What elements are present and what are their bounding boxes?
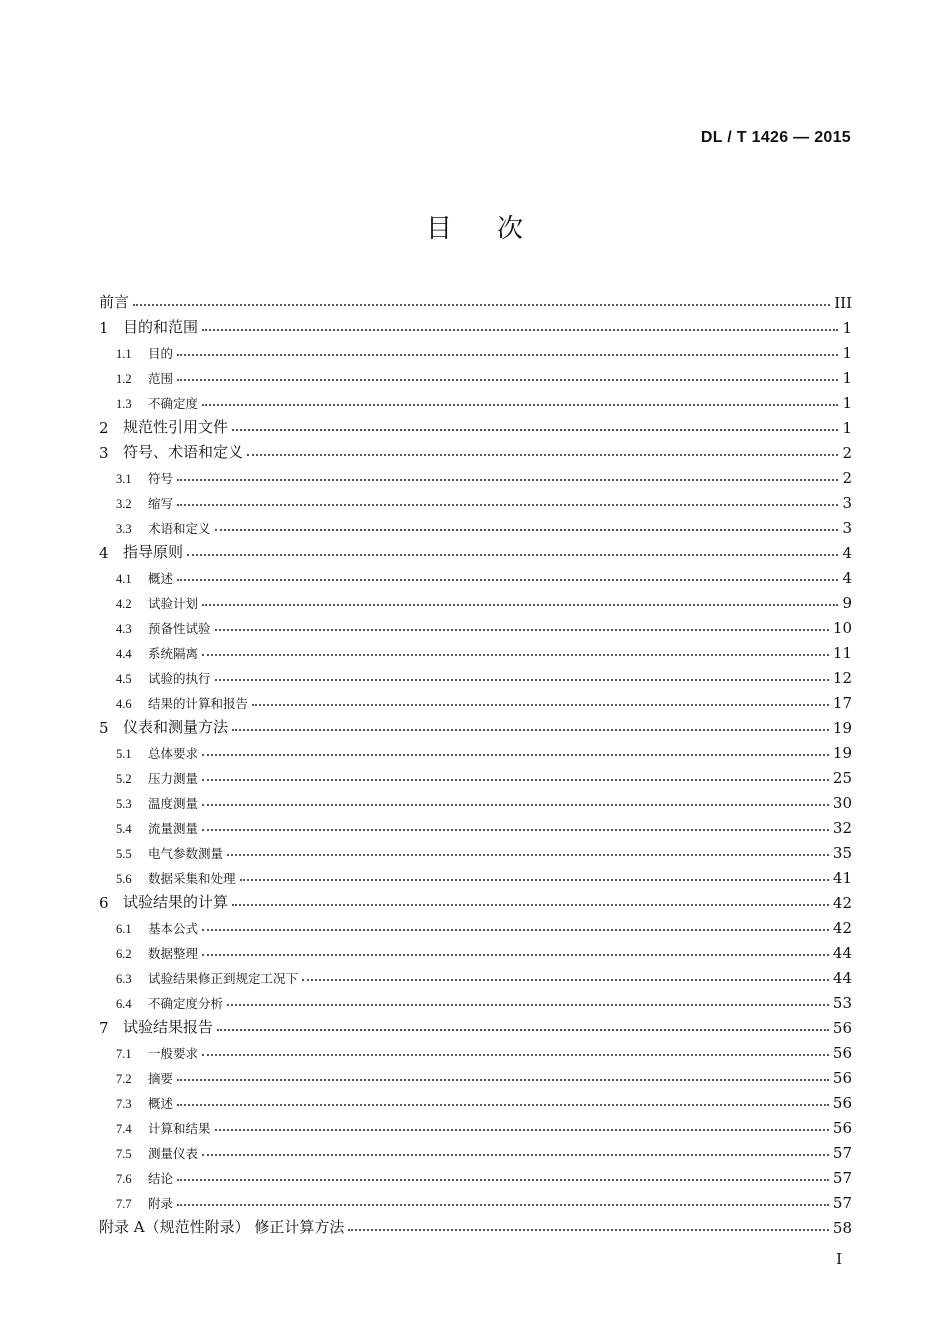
toc-entry-number: 6.2 bbox=[116, 947, 132, 961]
toc-subentry[interactable] bbox=[99, 862, 852, 887]
toc-entry-page: 53 bbox=[832, 994, 852, 1012]
page-number: I bbox=[836, 1250, 842, 1268]
toc-entry-page: 41 bbox=[832, 869, 852, 887]
dot-leader bbox=[202, 329, 838, 331]
toc-entry-page: 12 bbox=[832, 669, 852, 687]
toc-entry-title: 电气参数测量 bbox=[148, 846, 224, 861]
toc-entry-page: 44 bbox=[832, 969, 852, 987]
toc-entry-page: 3 bbox=[842, 494, 852, 512]
toc-entry[interactable] bbox=[99, 287, 852, 312]
toc-entry-page: 1 bbox=[842, 369, 852, 387]
toc-entry-title: 目的和范围 bbox=[123, 318, 199, 336]
toc-subentry[interactable] bbox=[99, 612, 852, 637]
toc-subentry[interactable] bbox=[99, 1087, 852, 1112]
toc-entry-title: 流量测量 bbox=[148, 821, 199, 836]
dot-leader bbox=[227, 1004, 829, 1006]
toc-subentry[interactable] bbox=[99, 1112, 852, 1137]
toc-subentry[interactable] bbox=[99, 1062, 852, 1087]
toc-appendix-entry[interactable] bbox=[99, 1212, 852, 1237]
toc-entry-title: 温度测量 bbox=[148, 796, 199, 811]
toc-entry-number: 1.3 bbox=[116, 397, 132, 411]
toc-entry-title: 预备性试验 bbox=[148, 621, 211, 636]
toc-entry-title: 基本公式 bbox=[148, 921, 199, 936]
toc-subentry[interactable] bbox=[99, 737, 852, 762]
toc-entry-number: 7.2 bbox=[116, 1072, 132, 1086]
dot-leader bbox=[177, 1079, 829, 1081]
toc-entry-number: 7.5 bbox=[116, 1147, 132, 1161]
dot-leader bbox=[215, 679, 829, 681]
toc-subentry[interactable] bbox=[99, 837, 852, 862]
dot-leader bbox=[177, 1204, 829, 1206]
dot-leader bbox=[187, 554, 838, 556]
toc-entry-title: 总体要求 bbox=[148, 746, 199, 761]
toc-entry-number: 1.1 bbox=[116, 347, 132, 361]
toc-entry-number: 7 bbox=[99, 1019, 109, 1037]
toc-entry-number: 3.2 bbox=[116, 497, 132, 511]
dot-leader bbox=[202, 779, 829, 781]
toc-entry-page: 56 bbox=[832, 1044, 852, 1062]
toc-entry-page: 58 bbox=[832, 1219, 852, 1237]
toc-subentry[interactable] bbox=[99, 387, 852, 412]
toc-subentry[interactable] bbox=[99, 362, 852, 387]
toc-entry-number: 7.1 bbox=[116, 1047, 132, 1061]
toc-entry-page: 25 bbox=[832, 769, 852, 787]
toc-entry-page: 1 bbox=[842, 419, 852, 437]
dot-leader bbox=[217, 1029, 829, 1031]
toc-entry-title: 系统隔离 bbox=[148, 646, 199, 661]
toc-entry-number: 6.3 bbox=[116, 972, 132, 986]
toc-entry-page: 56 bbox=[832, 1119, 852, 1137]
dot-leader bbox=[348, 1229, 829, 1231]
toc-entry-title: 计算和结果 bbox=[148, 1121, 211, 1136]
dot-leader bbox=[202, 604, 838, 606]
dot-leader bbox=[177, 1104, 829, 1106]
toc-entry[interactable] bbox=[99, 887, 852, 912]
toc-entry-title: 结果的计算和报告 bbox=[148, 696, 249, 711]
dot-leader bbox=[202, 404, 838, 406]
dot-leader bbox=[202, 1154, 829, 1156]
toc-entry-title: 仪表和测量方法 bbox=[123, 718, 229, 736]
dot-leader bbox=[177, 579, 838, 581]
toc-entry-page: 11 bbox=[832, 644, 852, 662]
toc-entry-page: 42 bbox=[832, 919, 852, 937]
toc-entry-page: 19 bbox=[832, 719, 852, 737]
toc-entry-page: 56 bbox=[832, 1094, 852, 1112]
toc-entry-page: 35 bbox=[832, 844, 852, 862]
toc-subentry[interactable] bbox=[99, 637, 852, 662]
toc-entry-title: 一般要求 bbox=[148, 1046, 199, 1061]
toc-subentry[interactable] bbox=[99, 937, 852, 962]
toc-entry-number: 4.2 bbox=[116, 597, 132, 611]
toc-entry[interactable] bbox=[99, 537, 852, 562]
toc-entry-number: 6.1 bbox=[116, 922, 132, 936]
dot-leader bbox=[232, 429, 838, 431]
dot-leader bbox=[202, 804, 829, 806]
toc-subentry[interactable] bbox=[99, 1037, 852, 1062]
toc-title-char-1: 目 bbox=[425, 214, 453, 244]
dot-leader bbox=[232, 729, 829, 731]
toc-entry-title: 前言 bbox=[99, 293, 130, 311]
toc-entry-number: 4.1 bbox=[116, 572, 132, 586]
toc-entry-number: 5.4 bbox=[116, 822, 132, 836]
toc-entry-title: 符号 bbox=[148, 471, 174, 486]
toc-entry-number: 4.3 bbox=[116, 622, 132, 636]
toc-entry-title: 试验计划 bbox=[148, 596, 199, 611]
toc-entry-number: 7.4 bbox=[116, 1122, 132, 1136]
dot-leader bbox=[202, 654, 829, 656]
dot-leader bbox=[177, 504, 838, 506]
dot-leader bbox=[202, 754, 829, 756]
toc-subentry[interactable] bbox=[99, 512, 852, 537]
toc-entry[interactable] bbox=[99, 437, 852, 462]
dot-leader bbox=[177, 479, 838, 481]
toc-entry-page: 10 bbox=[832, 619, 852, 637]
toc-entry-page: 3 bbox=[842, 519, 852, 537]
toc-entry-title: 范围 bbox=[148, 371, 174, 386]
toc-entry-title: 数据整理 bbox=[148, 946, 199, 961]
toc-entry-page: III bbox=[834, 294, 852, 312]
toc-entry-page: 4 bbox=[842, 544, 852, 562]
dot-leader bbox=[302, 979, 829, 981]
dot-leader bbox=[202, 829, 829, 831]
toc-entry-number: 6 bbox=[99, 894, 109, 912]
toc-entry-number: 7.6 bbox=[116, 1172, 132, 1186]
toc-subentry[interactable] bbox=[99, 812, 852, 837]
toc-entry-number: 5.1 bbox=[116, 747, 132, 761]
toc-entry-title: 试验结果修正到规定工况下 bbox=[148, 971, 299, 986]
toc-entry-page: 56 bbox=[832, 1069, 852, 1087]
toc-entry[interactable] bbox=[99, 412, 852, 437]
toc-entry-number: 7.3 bbox=[116, 1097, 132, 1111]
toc-list bbox=[99, 287, 852, 1237]
dot-leader bbox=[252, 704, 829, 706]
toc-entry-page: 57 bbox=[832, 1194, 852, 1212]
toc-entry-page: 57 bbox=[832, 1169, 852, 1187]
toc-entry-page: 19 bbox=[832, 744, 852, 762]
toc-subentry[interactable] bbox=[99, 1162, 852, 1187]
toc-entry-page: 30 bbox=[832, 794, 852, 812]
toc-subentry[interactable] bbox=[99, 987, 852, 1012]
toc-entry-title: 试验结果的计算 bbox=[123, 893, 229, 911]
toc-entry-number: 4 bbox=[99, 544, 109, 562]
toc-entry-page: 4 bbox=[842, 569, 852, 587]
toc-entry-number: 5.2 bbox=[116, 772, 132, 786]
toc-entry-title: 试验的执行 bbox=[148, 671, 211, 686]
toc-entry-title: 测量仪表 bbox=[148, 1146, 199, 1161]
toc-entry-page: 57 bbox=[832, 1144, 852, 1162]
dot-leader bbox=[202, 954, 829, 956]
toc-entry-page: 9 bbox=[842, 594, 852, 612]
toc-entry-page: 1 bbox=[842, 394, 852, 412]
toc-subentry[interactable] bbox=[99, 962, 852, 987]
toc-subentry[interactable] bbox=[99, 487, 852, 512]
toc-subentry[interactable] bbox=[99, 687, 852, 712]
dot-leader bbox=[215, 629, 829, 631]
toc-entry-number: 1 bbox=[99, 319, 109, 337]
toc-entry-title: 附录 bbox=[148, 1196, 174, 1211]
toc-subentry[interactable] bbox=[99, 1137, 852, 1162]
toc-entry-page: 2 bbox=[842, 444, 852, 462]
toc-entry-number: 6.4 bbox=[116, 997, 132, 1011]
toc-entry[interactable] bbox=[99, 1012, 852, 1037]
toc-entry-title: 指导原则 bbox=[123, 543, 184, 561]
toc-entry-page: 56 bbox=[832, 1019, 852, 1037]
toc-entry-number: 4.5 bbox=[116, 672, 132, 686]
standard-code: DL / T 1426 — 2015 bbox=[700, 129, 851, 146]
dot-leader bbox=[240, 879, 829, 881]
toc-entry[interactable] bbox=[99, 712, 852, 737]
toc-entry-title: 缩写 bbox=[148, 496, 174, 511]
dot-leader bbox=[227, 854, 829, 856]
toc-entry-title: 概述 bbox=[148, 571, 174, 586]
toc-entry-page: 2 bbox=[842, 469, 852, 487]
toc-entry-number: 3.3 bbox=[116, 522, 132, 536]
toc-subentry[interactable] bbox=[99, 762, 852, 787]
toc-entry-title: 压力测量 bbox=[148, 771, 199, 786]
dot-leader bbox=[202, 1054, 829, 1056]
dot-leader bbox=[177, 379, 838, 381]
toc-entry-title: 摘要 bbox=[148, 1071, 174, 1086]
dot-leader bbox=[133, 304, 830, 306]
toc-entry-number: 2 bbox=[99, 419, 109, 437]
toc-entry-number: 4.4 bbox=[116, 647, 132, 661]
dot-leader bbox=[247, 454, 838, 456]
dot-leader bbox=[177, 1179, 829, 1181]
toc-entry-number: 4.6 bbox=[116, 697, 132, 711]
toc-entry-title: 试验结果报告 bbox=[123, 1018, 214, 1036]
toc-entry[interactable] bbox=[99, 312, 852, 337]
toc-subentry[interactable] bbox=[99, 787, 852, 812]
toc-subentry[interactable] bbox=[99, 337, 852, 362]
toc-entry-title: 概述 bbox=[148, 1096, 174, 1111]
toc-entry-title: 附录 A（规范性附录） 修正计算方法 bbox=[99, 1218, 345, 1236]
toc-entry-title: 不确定度分析 bbox=[148, 996, 224, 1011]
toc-entry-number: 5.5 bbox=[116, 847, 132, 861]
toc-entry-page: 1 bbox=[842, 344, 852, 362]
dot-leader bbox=[177, 354, 838, 356]
toc-entry-page: 17 bbox=[832, 694, 852, 712]
toc-entry-number: 5.6 bbox=[116, 872, 132, 886]
toc-entry-page: 32 bbox=[832, 819, 852, 837]
dot-leader bbox=[215, 1129, 829, 1131]
toc-subentry[interactable] bbox=[99, 1187, 852, 1212]
toc-entry-number: 1.2 bbox=[116, 372, 132, 386]
toc-title-char-2: 次 bbox=[497, 214, 525, 244]
toc-entry-number: 3 bbox=[99, 444, 109, 462]
toc-entry-page: 1 bbox=[842, 319, 852, 337]
toc-subentry[interactable] bbox=[99, 912, 852, 937]
toc-entry-title: 符号、术语和定义 bbox=[123, 443, 244, 461]
dot-leader bbox=[232, 904, 829, 906]
toc-entry-title: 术语和定义 bbox=[148, 521, 211, 536]
toc-entry-number: 5.3 bbox=[116, 797, 132, 811]
toc-subentry[interactable] bbox=[99, 662, 852, 687]
toc-subentry[interactable] bbox=[99, 562, 852, 587]
toc-entry-page: 42 bbox=[832, 894, 852, 912]
toc-entry-title: 数据采集和处理 bbox=[148, 871, 236, 886]
toc-subentry[interactable] bbox=[99, 587, 852, 612]
toc-entry-title: 目的 bbox=[148, 346, 174, 361]
toc-title bbox=[0, 208, 950, 245]
toc-subentry[interactable] bbox=[99, 462, 852, 487]
toc-entry-page: 44 bbox=[832, 944, 852, 962]
toc-entry-title: 不确定度 bbox=[148, 396, 199, 411]
dot-leader bbox=[215, 529, 838, 531]
toc-entry-number: 3.1 bbox=[116, 472, 132, 486]
toc-entry-title: 结论 bbox=[148, 1171, 174, 1186]
toc-entry-title: 规范性引用文件 bbox=[123, 418, 229, 436]
toc-entry-number: 5 bbox=[99, 719, 109, 737]
toc-entry-number: 7.7 bbox=[116, 1197, 132, 1211]
dot-leader bbox=[202, 929, 829, 931]
